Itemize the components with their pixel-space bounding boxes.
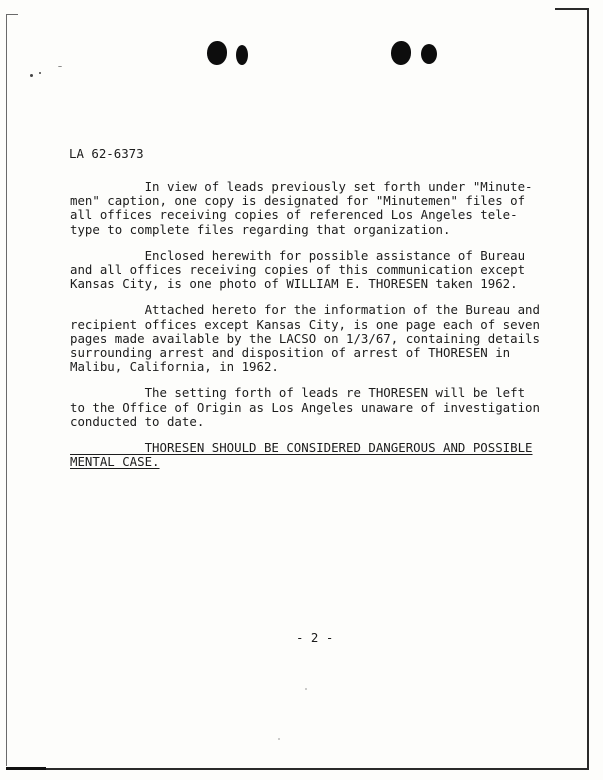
scan-edge-bottom-mark xyxy=(6,767,46,770)
scan-edge-bottom xyxy=(6,768,589,770)
scan-smudge xyxy=(305,688,307,690)
speck xyxy=(58,66,62,67)
punch-hole-right xyxy=(391,41,411,65)
punch-hole-right-secondary xyxy=(421,44,437,64)
document-body xyxy=(70,180,580,469)
speck xyxy=(30,74,33,77)
scan-edge-left xyxy=(6,14,7,766)
file-number: LA 62-6373 xyxy=(69,146,144,161)
scan-smudge xyxy=(278,738,280,740)
punch-hole-left-secondary xyxy=(236,45,248,65)
paragraph-office-of-origin: The setting forth of leads re THORESEN will be left to the Office of Origin as Los Angeles unaware of investigation conducted to date. xyxy=(70,385,540,429)
warning-statement: THORESEN SHOULD BE CONSIDERED DANGEROUS AND POSSIBLE MENTAL CASE. xyxy=(70,440,533,470)
paragraph-attachment: Attached hereto for the information of the Bureau and recipient offices except Kansas City, is one page each of seven pages made available by the LACSO on 1/3/67, containing details surrounding arrest and disposition of arrest of THORESEN in Malibu, California, in 1962. xyxy=(70,302,540,375)
paragraph-leads: In view of leads previously set forth under "Minute- men" caption, one copy is designated for "Minutemen" files of all offices receiving copies of referenced Los Angeles tele- type to complete files regarding that organization. xyxy=(70,179,533,237)
scan-edge-top-left xyxy=(6,14,18,15)
speck xyxy=(39,72,41,74)
paragraph-enclosure: Enclosed herewith for possible assistance of Bureau and all offices receiving copies of this communication except Kansas City, is one photo of WILLIAM E. THORESEN taken 1962. xyxy=(70,247,526,292)
punch-hole-left xyxy=(207,41,227,65)
scan-edge-top-right xyxy=(555,8,589,10)
scan-edge-right xyxy=(587,8,589,768)
scan-specks xyxy=(30,66,70,80)
page-number: - 2 - xyxy=(296,630,334,645)
